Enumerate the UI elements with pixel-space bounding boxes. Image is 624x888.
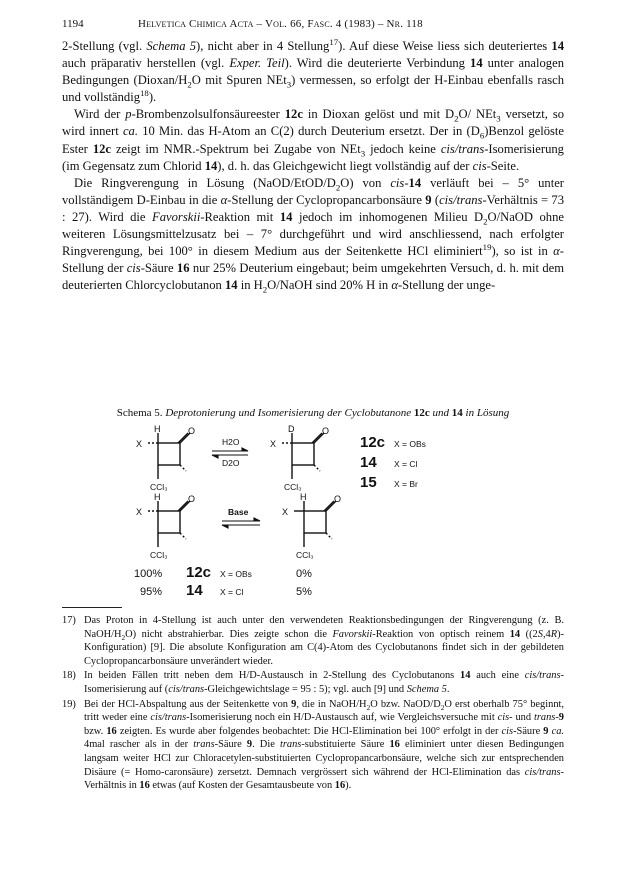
atom-d-top-right: D — [288, 425, 295, 434]
reagent-bottom: Base — [228, 507, 249, 517]
atom-o-top-right: O — [322, 426, 330, 436]
group-ccl3-bottom-right: CCl₃ — [296, 550, 314, 560]
footnote-number: 18) — [62, 670, 76, 682]
paragraph-2: Wird der p-Brombenzolsulfonsäureester 12c in Dioxan gelöst und mit $D_2O/$ NEt$_3$ versetzt, so wird innert ca. 10 Min. das H-Atom an C(2) durch Deuterium ersetzt. Der in $(D_6)Benzol$ gelöste Ester 12c zeigt im NMR.-Spektrum bei Zugabe von NEt$_3$ jedoch keine cis/trans-Isomerisierung (im Gegensatz zum Chlorid 14), d. h. das Gleichgewicht liegt vollständig auf der cis-Seite. — [62, 107, 565, 173]
percent-right: 0% — [296, 568, 312, 580]
footnote-text: Das Proton in 4-Stellung ist auch unter den verwendeten Reaktionsbedingungen der Ringverengung (z. B. NaOH/$H_2O$) nicht abstrahierbar. Dies zeigte schon die Favorskii-Reaktion von optisch reinem 14 ((2S,4R)-Konfiguration) [9]. Die absolute Konfiguration am C(4)-Atom des Cyclobutanons findet sich in der gebildeten Cyclopropancarbonsäure unverändert wieder. — [84, 615, 565, 667]
footnote-text: Bei der HCl-Abspaltung aus der Seitenkette von 9, die in NaOH/$H_2O$ bzw. NaOD/$D_2O$ erst oberhalb 75° beginnt, tritt weder eine cis/trans-Isomerisierung noch ein H/D-Austausch auf, wie Vergleichsversuche mit cis- und trans-9 bzw. 16 zeigten. Es wurde aber folgendes beobachtet: Die HCl-Elimination bei 100° erfolgt in der cis-Säure 9 ca. 4mal rascher als in der trans-Säure 9. Die trans-substituierte Säure 16 eliminiert unter diesen Bedingungen langsam weiter HCl zur Chloracetylen-substituierten Cyclopropancarbonsäure, welche sich zur entsprechenden Disäure (= Homo-caronsäure) zersetzt. Demnach vergrössert sich während der HCl-Elimination das cis/trans-Verhältnis in 16 etwas (auf Kosten der Gesamtausbeute von 16). — [84, 698, 565, 792]
footnotes — [62, 614, 564, 794]
footnote-number: 19) — [62, 698, 76, 710]
atom-h-top-left: H — [154, 425, 161, 434]
equilibrium-compound-id: 14 — [186, 582, 203, 599]
atom-x-bottom-right: X — [282, 507, 289, 517]
equilibrium-table — [134, 564, 312, 599]
scheme-caption: Schema 5. Deprotonierung und Isomerisierung der Cyclobutanone 12c und 14 in Lösung — [116, 407, 510, 419]
equilibrium-arrow-top — [212, 448, 248, 458]
atom-h-bottom-right: H — [300, 492, 307, 502]
atom-o-bottom-left: O — [188, 494, 196, 504]
reaction-scheme — [120, 425, 520, 600]
compound-x: X = Cl — [394, 459, 418, 469]
atom-h-bottom-left: H — [154, 492, 161, 502]
footnote — [62, 669, 564, 696]
percent-right: 5% — [296, 586, 312, 598]
compound-id: 14 — [360, 454, 377, 471]
atom-o-bottom-right: O — [334, 494, 342, 504]
atom-x-top-left: X — [136, 439, 143, 449]
percent-left: 100% — [134, 568, 163, 580]
group-ccl3-top-right: CCl₃ — [284, 482, 302, 492]
atom-x-top-right: X — [270, 439, 277, 449]
paragraph-3: Die Ringverengung in Lösung $(NaOD/EtOD/D_2O)$ von cis-14 verläuft bei – 5° unter vollständigem D-Einbau in die α-Stellung der Cyclopropancarbonsäure 9 (cis/trans-Verhältnis = 73 : 27). Wird die Favorskii-Reaktion mit 14 jedoch im inhomogenen Milieu $D_2O$/NaOD ohne weiteren Lösungsmittelzusatz bei – 7° durchgeführt und wird anschliessend, nach erfolgter Ringverengung, bei 100° in diesem Medium aus der Seitenkette HCl eliminiert$^{19}$), so ist in α-Stellung der cis-Säure 16 nur 25% Deuterium eingebaut; beim umgekehrten Versuch, d. h. mit dem deuterierten Chlorcyclobutanon 14 in $H_2O$/NaOH sind 20% H in α-Stellung der unge- — [62, 175, 565, 295]
atom-x-bottom-left: X — [136, 507, 143, 517]
paragraph-1: 2-Stellung (vgl. Schema 5), nicht aber in 4 Stellung$^{17}$). Auf diese Weise liess sich deuteriertes 14 auch präparativ herstellen (vgl. Exper. Teil). Wird die deuterierte Verbindung 14 unter analogen Bedingungen ($Dioxan/H_2O$ mit Spuren NEt$_3$) vermessen, so erfolgt der H-Einbau ebenfalls rasch und vollständig$^{18}$). — [62, 36, 564, 105]
footnote — [62, 698, 564, 793]
equilibrium-compound-x: X = Cl — [220, 587, 244, 597]
structure-bottom-right — [294, 501, 336, 547]
journal-title: Helvetica Chimica Acta – Vol. 66, Fasc. 4 (1983) – Nr. 118 — [138, 18, 423, 30]
equilibrium-arrow-bottom — [222, 518, 260, 528]
structure-top-left — [148, 433, 190, 479]
reagent-top-above: H2O — [222, 437, 240, 447]
group-ccl3-top-left: CCl₃ — [150, 482, 168, 492]
compound-x: X = OBs — [394, 439, 426, 449]
structure-top-right — [282, 433, 324, 479]
compound-id: 12c — [360, 434, 386, 451]
compound-id: 15 — [360, 474, 377, 491]
footnote — [62, 614, 564, 668]
body-text — [62, 38, 564, 294]
structure-bottom-left — [148, 501, 190, 547]
equilibrium-compound-id: 12c — [186, 564, 212, 581]
equilibrium-compound-x: X = OBs — [220, 569, 252, 579]
compound-x: X = Br — [394, 479, 418, 489]
footnote-text: In beiden Fällen tritt neben dem H/D-Austausch in 2-Stellung des Cyclobutanons 14 auch eine cis/trans-Isomerisierung auf (cis/trans-Gleichgewichtslage = 95 : 5); vgl. auch [9] und Schema 5. — [84, 670, 565, 695]
footnote-rule — [62, 607, 122, 608]
page-number: 1194 — [62, 18, 84, 30]
atom-o-top-left: O — [188, 426, 196, 436]
percent-left: 95% — [140, 586, 163, 598]
compound-list — [360, 434, 426, 491]
group-ccl3-bottom-left: CCl₃ — [150, 550, 168, 560]
reagent-top-below: D2O — [222, 458, 240, 468]
footnote-number: 17) — [62, 615, 76, 626]
